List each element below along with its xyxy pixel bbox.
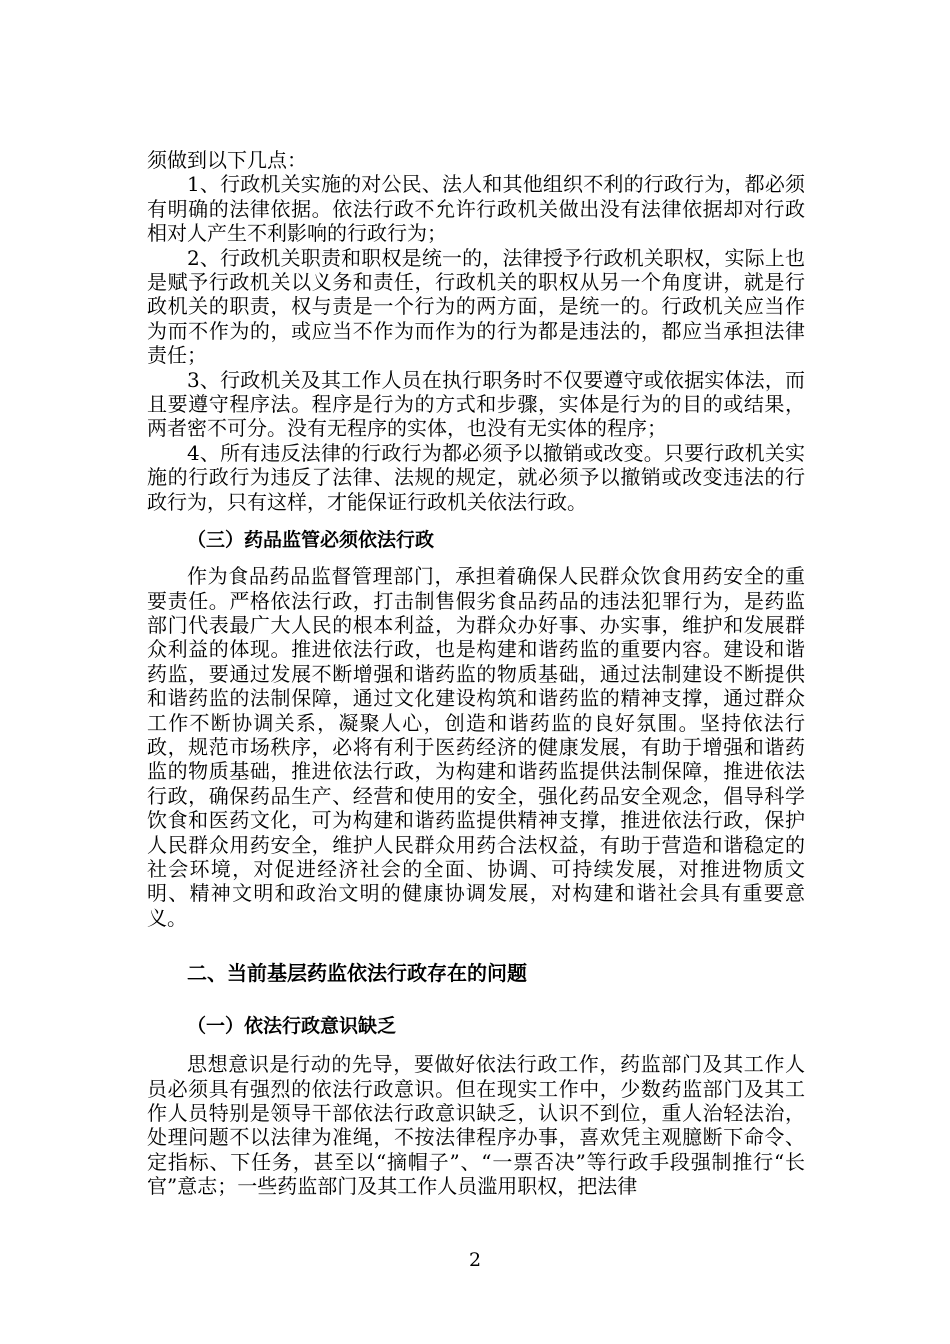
section-heading-2: 二、当前基层药监依法行政存在的问题 [187,961,527,986]
subsection-3-paragraph: 作为食品药品监督管理部门，承担着确保人民群众饮食用药安全的重要责任。严格依法行政，打击制售假劣食品药品的违法犯罪行为，是药监部门代表最广大人民的根本利益，为群众办好事、办实事，维护和发展群众利益的体现。推进依法行政，也是构建和谐药监的重要内容。建设和谐药监，要通过发展不断增强和谐药监的物质基础，通过法制建设不断提供和谐药监的法制保障，通过文化建设构筑和谐药监的精神支撑，通过群众工作不断协调关系，凝聚人心，创造和谐药监的良好氛围。坚持依法行政，规范市场秩序，必将有利于医药经济的健康发展，有助于增强和谐药监的物质基础，推进依法行政，为构建和谐药监提供法制保障，推进依法行政，确保药品生产、经营和使用的安全，强化药品安全观念，倡导科学饮食和医药文化，可为构建和谐药监提供精神支撑，推进依法行政，保护人民群众用药安全，维护人民群众用药合法权益，有助于营造和谐稳定的社会环境，对促进经济社会的全面、协调、可持续发展，对推进物质文明、精神文明和政治文明的健康协调发展，对构建和谐社会具有重要意义。 [147,564,805,930]
item-2-paragraph: 2、行政机关职责和职权是统一的，法律授予行政机关职权，实际上也是赋予行政机关以义务和责任，行政机关的职权从另一个角度讲，就是行政机关的职责，权与责是一个行为的两方面，是统一的。行政机关应当作为而不作为的，或应当不作为而作为的行为都是违法的，都应当承担法律责任； [147,245,805,368]
document-body [147,148,805,1199]
item-3-paragraph: 3、行政机关及其工作人员在执行职务时不仅要遵守或依据实体法，而且要遵守程序法。程序是行为的方式和步骤，实体是行为的目的或结果，两者密不可分。没有无程序的实体，也没有无实体的程序； [147,367,805,441]
subsection-heading-3: （三）药品监管必须依法行政 [187,529,435,552]
item-4-paragraph: 4、所有违反法律的行政行为都必须予以撤销或改变。只要行政机关实施的行政行为违反了法律、法规的规定，就必须予以撤销或改变违法的行政行为，只有这样，才能保证行政机关依法行政。 [147,440,805,514]
subsection-1-paragraph: 思想意识是行动的先导，要做好依法行政工作，药监部门及其工作人员必须具有强烈的依法行政意识。但在现实工作中，少数药监部门及其工作人员特别是领导干部依法行政意识缺乏，认识不到位，重人治轻法治，处理问题不以法律为准绳，不按法律程序办事，喜欢凭主观臆断下命令、定指标、下任务，甚至以“摘帽子”、“一票否决”等行政手段强制推行“长官”意志；一些药监部门及其工作人员滥用职权，把法律 [147,1052,805,1199]
page-number: 2 [468,1249,482,1271]
subsection-heading-1: （一）依法行政意识缺乏 [187,1015,397,1038]
item-1-paragraph: 1、行政机关实施的对公民、法人和其他组织不利的行政行为，都必须有明确的法律依据。依法行政不允许行政机关做出没有法律依据却对行政相对人产生不利影响的行政行为； [147,172,805,246]
intro-line: 须做到以下几点： [147,148,307,172]
